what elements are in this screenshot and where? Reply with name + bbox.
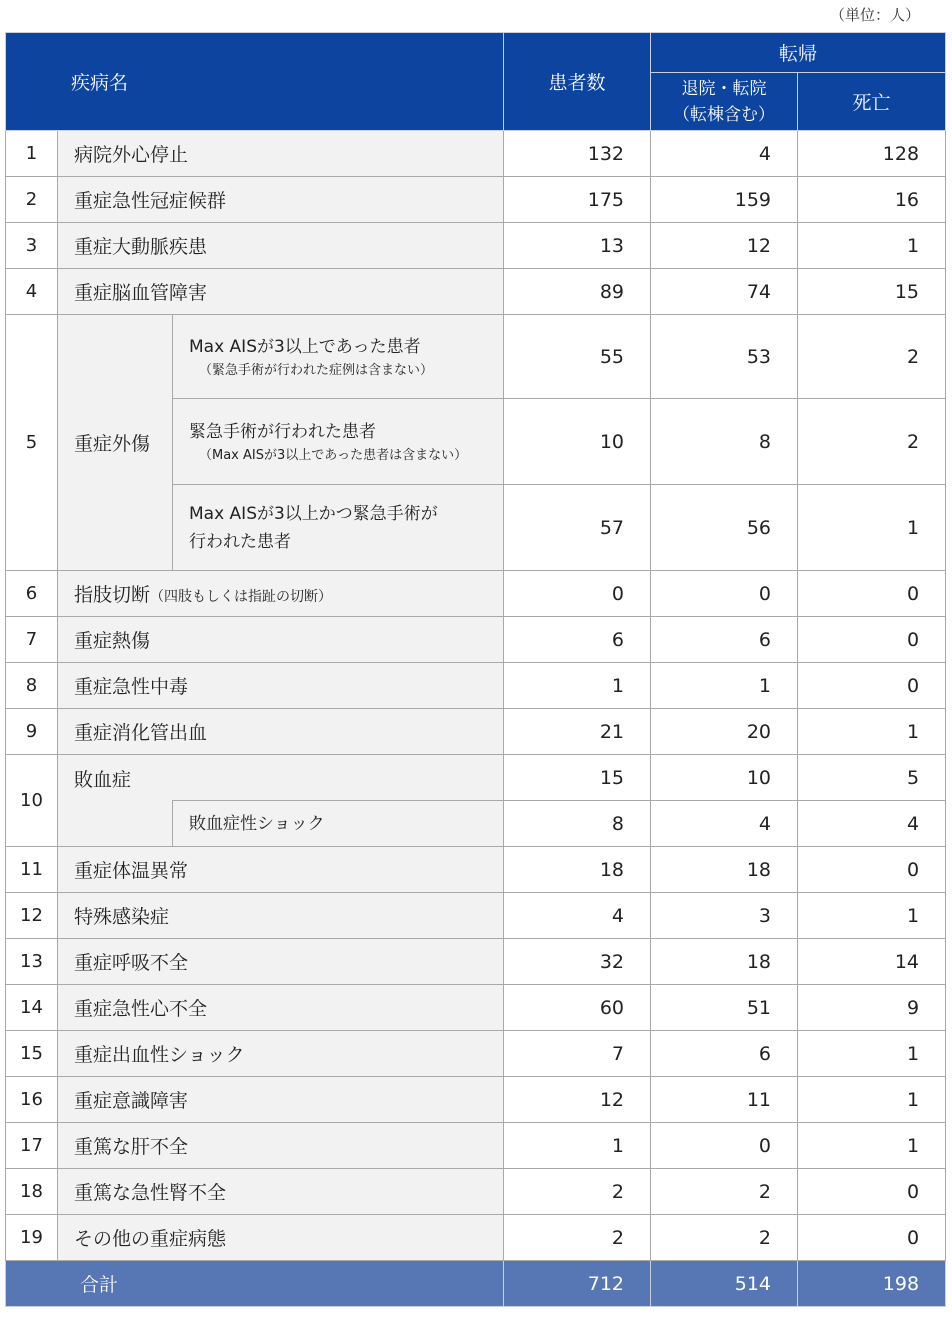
table-row bbox=[6, 1123, 946, 1169]
table-row bbox=[6, 1077, 946, 1123]
row-number: 7 bbox=[6, 617, 58, 663]
discharged-cell: 18 bbox=[651, 847, 798, 893]
patients-cell: 7 bbox=[504, 1031, 651, 1077]
total-patients: 712 bbox=[504, 1261, 651, 1307]
disease-table bbox=[5, 32, 946, 1307]
discharged-cell: 51 bbox=[651, 985, 798, 1031]
header-discharged bbox=[651, 73, 798, 131]
row-number: 19 bbox=[6, 1215, 58, 1261]
death-cell: 0 bbox=[798, 847, 946, 893]
patients-cell: 4 bbox=[504, 893, 651, 939]
discharged-cell: 20 bbox=[651, 709, 798, 755]
discharged-cell: 12 bbox=[651, 223, 798, 269]
row-number: 16 bbox=[6, 1077, 58, 1123]
disease-name: 重症外傷 bbox=[58, 315, 173, 571]
row-number: 9 bbox=[6, 709, 58, 755]
sub-category-note: （緊急手術が行われた症例は含まない） bbox=[199, 362, 434, 378]
discharged-cell: 2 bbox=[651, 1215, 798, 1261]
table-row bbox=[6, 663, 946, 709]
patients-cell: 13 bbox=[504, 223, 651, 269]
table-row bbox=[6, 571, 946, 617]
row-number: 18 bbox=[6, 1169, 58, 1215]
death-cell: 1 bbox=[798, 893, 946, 939]
disease-name: 特殊感染症 bbox=[58, 893, 504, 939]
discharged-cell: 11 bbox=[651, 1077, 798, 1123]
death-cell: 1 bbox=[798, 1031, 946, 1077]
discharged-cell: 4 bbox=[651, 801, 798, 847]
patients-cell: 2 bbox=[504, 1169, 651, 1215]
sub-category: 敗血症性ショック bbox=[173, 801, 504, 847]
patients-cell: 15 bbox=[504, 755, 651, 801]
patients-cell: 89 bbox=[504, 269, 651, 315]
table-row bbox=[6, 755, 946, 801]
total-death: 198 bbox=[798, 1261, 946, 1307]
table-row bbox=[6, 985, 946, 1031]
death-cell: 0 bbox=[798, 617, 946, 663]
table-row bbox=[6, 617, 946, 663]
table-row bbox=[6, 177, 946, 223]
sub-category bbox=[173, 399, 504, 485]
disease-name: 重症急性中毒 bbox=[58, 663, 504, 709]
patients-cell: 132 bbox=[504, 131, 651, 177]
discharged-cell: 6 bbox=[651, 617, 798, 663]
row-number: 6 bbox=[6, 571, 58, 617]
patients-cell: 57 bbox=[504, 485, 651, 571]
discharged-cell: 0 bbox=[651, 571, 798, 617]
row-number: 1 bbox=[6, 131, 58, 177]
row-number: 10 bbox=[6, 755, 58, 847]
table-row bbox=[6, 131, 946, 177]
sub-category bbox=[173, 485, 504, 571]
table-row bbox=[6, 269, 946, 315]
discharged-cell: 3 bbox=[651, 893, 798, 939]
death-cell: 5 bbox=[798, 755, 946, 801]
patients-cell: 0 bbox=[504, 571, 651, 617]
row-number: 15 bbox=[6, 1031, 58, 1077]
patients-cell: 55 bbox=[504, 315, 651, 399]
disease-name: 重症体温異常 bbox=[58, 847, 504, 893]
disease-name: 重症大動脈疾患 bbox=[58, 223, 504, 269]
table-row bbox=[6, 1169, 946, 1215]
death-cell: 2 bbox=[798, 315, 946, 399]
table-row bbox=[6, 801, 946, 847]
patients-cell: 21 bbox=[504, 709, 651, 755]
death-cell: 2 bbox=[798, 399, 946, 485]
disease-name: 重症意識障害 bbox=[58, 1077, 504, 1123]
sub-category-label: Max AISが3以上かつ緊急手術が bbox=[189, 503, 438, 524]
table-row bbox=[6, 315, 946, 399]
disease-name: 重症急性冠症候群 bbox=[58, 177, 504, 223]
disease-name: その他の重症病態 bbox=[58, 1215, 504, 1261]
discharged-cell: 10 bbox=[651, 755, 798, 801]
total-label: 合計 bbox=[6, 1261, 504, 1307]
discharged-cell: 0 bbox=[651, 1123, 798, 1169]
patients-cell: 2 bbox=[504, 1215, 651, 1261]
sub-category-note: （Max AISが3以上であった患者は含まない） bbox=[199, 447, 468, 463]
disease-name: 重症消化管出血 bbox=[58, 709, 504, 755]
death-cell: 16 bbox=[798, 177, 946, 223]
discharged-cell: 18 bbox=[651, 939, 798, 985]
row-number: 11 bbox=[6, 847, 58, 893]
table-row bbox=[6, 847, 946, 893]
patients-cell: 6 bbox=[504, 617, 651, 663]
patients-cell: 8 bbox=[504, 801, 651, 847]
header-outcome: 転帰 bbox=[651, 33, 946, 73]
patients-cell: 18 bbox=[504, 847, 651, 893]
patients-cell: 12 bbox=[504, 1077, 651, 1123]
death-cell: 1 bbox=[798, 1123, 946, 1169]
patients-cell: 60 bbox=[504, 985, 651, 1031]
discharged-cell: 159 bbox=[651, 177, 798, 223]
death-cell: 0 bbox=[798, 1169, 946, 1215]
table-row bbox=[6, 939, 946, 985]
header-death: 死亡 bbox=[798, 73, 946, 131]
row-number: 3 bbox=[6, 223, 58, 269]
patients-cell: 175 bbox=[504, 177, 651, 223]
discharged-cell: 53 bbox=[651, 315, 798, 399]
patients-cell: 1 bbox=[504, 663, 651, 709]
disease-name: 病院外心停止 bbox=[58, 131, 504, 177]
disease-name: 重篤な急性腎不全 bbox=[58, 1169, 504, 1215]
disease-name: 重症出血性ショック bbox=[58, 1031, 504, 1077]
sub-category bbox=[173, 315, 504, 399]
disease-name bbox=[58, 571, 504, 617]
row-number: 4 bbox=[6, 269, 58, 315]
patients-cell: 10 bbox=[504, 399, 651, 485]
death-cell: 1 bbox=[798, 709, 946, 755]
header-discharged-line2: （転棟含む） bbox=[673, 104, 776, 125]
death-cell: 0 bbox=[798, 571, 946, 617]
disease-name: 重症急性心不全 bbox=[58, 985, 504, 1031]
sub-category-label: 緊急手術が行われた患者 bbox=[189, 421, 376, 442]
row-number: 12 bbox=[6, 893, 58, 939]
discharged-cell: 56 bbox=[651, 485, 798, 571]
indent-spacer bbox=[58, 801, 173, 847]
table-row bbox=[6, 893, 946, 939]
death-cell: 0 bbox=[798, 663, 946, 709]
row-number: 13 bbox=[6, 939, 58, 985]
discharged-cell: 74 bbox=[651, 269, 798, 315]
total-discharged: 514 bbox=[651, 1261, 798, 1307]
death-cell: 14 bbox=[798, 939, 946, 985]
row-number: 14 bbox=[6, 985, 58, 1031]
discharged-cell: 4 bbox=[651, 131, 798, 177]
disease-name: 重篤な肝不全 bbox=[58, 1123, 504, 1169]
sub-category-label: Max AISが3以上であった患者 bbox=[189, 336, 421, 357]
discharged-cell: 1 bbox=[651, 663, 798, 709]
disease-name: 重症脳血管障害 bbox=[58, 269, 504, 315]
table-row bbox=[6, 1031, 946, 1077]
row-number: 8 bbox=[6, 663, 58, 709]
death-cell: 15 bbox=[798, 269, 946, 315]
discharged-cell: 6 bbox=[651, 1031, 798, 1077]
sub-category-label-line2: 行われた患者 bbox=[189, 531, 291, 552]
disease-name-text: 指肢切断 bbox=[74, 584, 151, 606]
patients-cell: 32 bbox=[504, 939, 651, 985]
unit-label: （単位：人） bbox=[829, 6, 920, 24]
table-row bbox=[6, 223, 946, 269]
death-cell: 4 bbox=[798, 801, 946, 847]
row-number: 2 bbox=[6, 177, 58, 223]
death-cell: 1 bbox=[798, 1077, 946, 1123]
disease-name: 敗血症 bbox=[58, 755, 504, 801]
patients-cell: 1 bbox=[504, 1123, 651, 1169]
disease-name-note: （四肢もしくは指趾の切断） bbox=[150, 589, 333, 605]
header-patients: 患者数 bbox=[504, 33, 651, 131]
header-discharged-line1: 退院・転院 bbox=[681, 78, 767, 99]
table-row bbox=[6, 709, 946, 755]
death-cell: 128 bbox=[798, 131, 946, 177]
death-cell: 1 bbox=[798, 223, 946, 269]
row-number: 17 bbox=[6, 1123, 58, 1169]
disease-name: 重症呼吸不全 bbox=[58, 939, 504, 985]
death-cell: 0 bbox=[798, 1215, 946, 1261]
death-cell: 9 bbox=[798, 985, 946, 1031]
row-number: 5 bbox=[6, 315, 58, 571]
header-disease: 疾病名 bbox=[6, 33, 504, 131]
disease-name: 重症熱傷 bbox=[58, 617, 504, 663]
death-cell: 1 bbox=[798, 485, 946, 571]
table-row bbox=[6, 1215, 946, 1261]
total-row bbox=[6, 1261, 946, 1307]
discharged-cell: 2 bbox=[651, 1169, 798, 1215]
discharged-cell: 8 bbox=[651, 399, 798, 485]
